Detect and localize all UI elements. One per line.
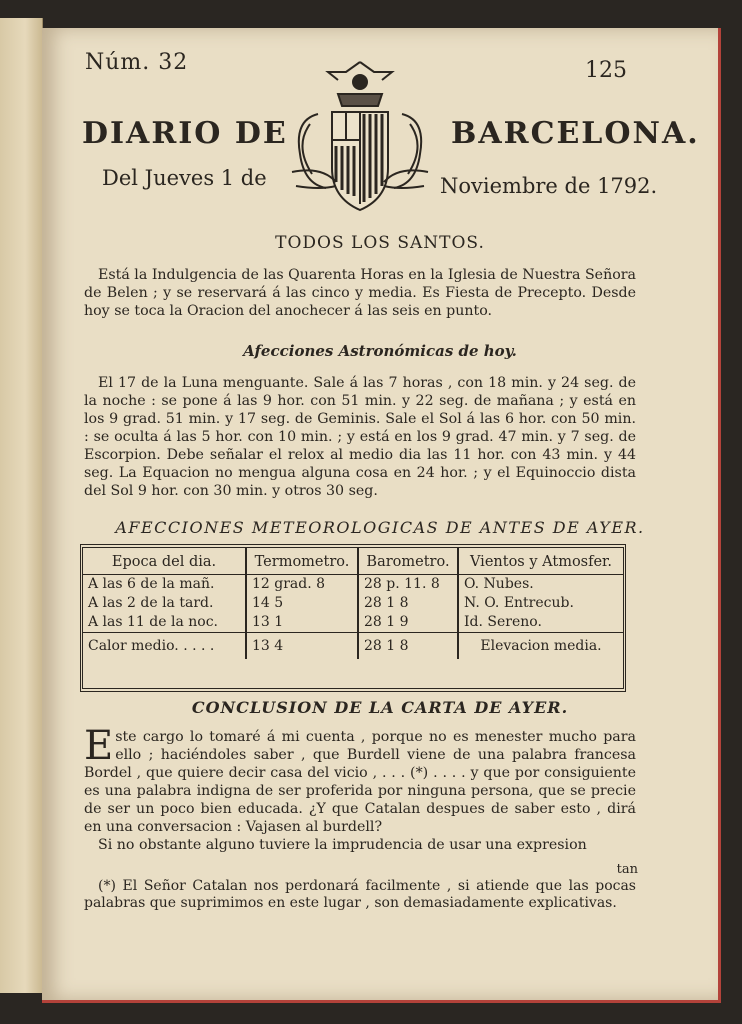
table-summary-row — [83, 633, 623, 660]
cell-baro: 28 1 9 — [358, 613, 458, 633]
table-row — [83, 613, 623, 633]
cell-epoca: A las 11 de la noc. — [83, 613, 246, 633]
date-line-right: Noviembre de 1792. — [440, 174, 658, 198]
astro-text: El 17 de la Luna menguante. Sale á las 7 horas , con 18 min. y 24 seg. de la noche : se pone á las 9 hor. con 51 min. y 22 seg. de mañana ; y está en los 9 grad. 51 min. y 17 seg. de Geminis. Sale el Sol á las 6 hor. con 50 min. : se oculta á las 5 hor. con 10 min. ; y está en los 9 grad. 47 min. y 7 seg. de Escorpion. Debe señalar el relox al medio dia las 11 hor. con 43 min. y 44 seg. La Equacion no mengua alguna cosa en 24 hor. ; y el Equinoccio dista del Sol 9 hor. con 30 min. y otros 30 seg. — [84, 375, 636, 499]
table-row — [83, 594, 623, 613]
meteo-heading: AFECCIONES METEOROLOGICAS DE ANTES DE AYER. — [115, 518, 645, 537]
santos-heading: TODOS LOS SANTOS. — [275, 233, 485, 253]
conclusion-heading: CONCLUSION DE LA CARTA DE AYER. — [191, 698, 569, 717]
column-header-epoca: Epoca del dia. — [83, 548, 246, 575]
catchword: tan — [616, 862, 638, 877]
column-header-termometro: Termometro. — [246, 548, 358, 575]
cell-baro: 28 1 8 — [358, 594, 458, 613]
meteo-table — [80, 544, 626, 692]
cell-baro: 28 p. 11. 8 — [358, 575, 458, 595]
column-header-vientos: Vientos y Atmosfer. — [458, 548, 623, 575]
barcelona-coat-of-arms-icon — [282, 54, 438, 218]
cell-epoca: A las 6 de la mañ. — [83, 575, 246, 595]
page-number: 125 — [585, 58, 627, 83]
masthead-title-right: BARCELONA. — [451, 116, 700, 151]
cell-viento: Elevacion media. — [458, 633, 623, 660]
cell-epoca: Calor medio. . . . . — [83, 633, 246, 660]
masthead-title-left: DIARIO DE — [82, 116, 288, 151]
table-row — [83, 575, 623, 595]
conclusion-paragraph — [84, 723, 636, 854]
cell-viento: O. Nubes. — [464, 576, 534, 592]
santos-text: Está la Indulgencia de las Quarenta Horas en la Iglesia de Nuestra Señora de Belen ; y se reservará á las cinco y media. Es Fiesta de Precepto. Desde hoy se toca la Oracion del anochecer á las seis en punto. — [84, 267, 636, 319]
cell-termo: 14 5 — [246, 594, 358, 613]
cell-viento: Id. Sereno. — [464, 614, 542, 630]
conclusion-text-2: Si no obstante alguno tuviere la imprudencia de usar una expresion — [98, 837, 587, 853]
cell-termo: 12 grad. 8 — [246, 575, 358, 595]
date-line-left: Del Jueves 1 de — [102, 166, 267, 190]
newspaper-page — [42, 28, 721, 1003]
cell-termo: 13 4 — [246, 633, 358, 660]
conclusion-text: ste cargo lo tomaré á mi cuenta , porque no es menester mucho para ello ; haciéndoles saber , que Burdell viene de una palabra francesa Bordel , que quiere decir casa del vicio , . . . (*) . . . . y que por consiguiente es una palabra indigna de ser proferida por ninguna persona, que se precie de ser un poco bien educada. ¿Y que Catalan despues de saber esto , dirá en una conversacion : Vajasen al burdell? — [84, 729, 636, 835]
table-header-row — [83, 548, 623, 575]
footnote-text: (*) El Señor Catalan nos perdonará facilmente , si atiende que las pocas palabras que suprimimos en este lugar , son demasiadamente explicativas. — [84, 878, 636, 911]
facing-page-edge — [0, 18, 43, 993]
footnote — [84, 878, 636, 912]
cell-epoca: A las 2 de la tard. — [83, 594, 246, 613]
issue-number: Núm. 32 — [85, 50, 189, 75]
column-header-barometro: Barometro. — [358, 548, 458, 575]
cell-viento: N. O. Entrecub. — [464, 595, 574, 611]
drop-cap: E — [84, 723, 114, 769]
astro-heading: Afecciones Astronómicas de hoy. — [243, 342, 517, 360]
cell-termo: 13 1 — [246, 613, 358, 633]
astro-paragraph — [84, 374, 636, 500]
cell-baro: 28 1 8 — [358, 633, 458, 660]
santos-paragraph — [84, 266, 636, 320]
